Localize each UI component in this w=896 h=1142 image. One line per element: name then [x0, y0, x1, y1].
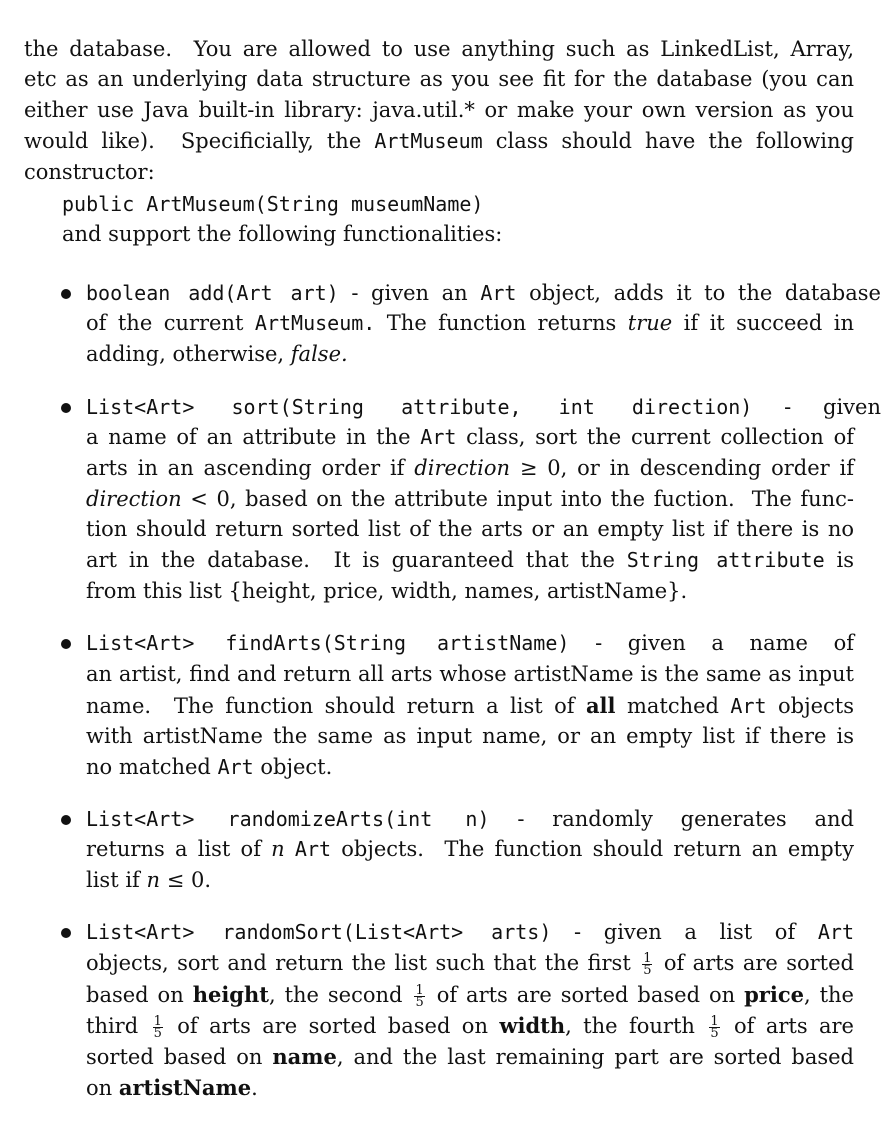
item-randomsort-line-2: objects, sort and return the list such that the first $\frac{1}{5}$ of arts are sorted: [86, 951, 854, 978]
fraction-one-fifth: $\frac{1}{5}$: [710, 1014, 719, 1041]
item-add-line-3: adding, otherwise, false.: [86, 342, 348, 366]
item-sort-line-5: tion should return sorted list of the arts or an empty list if there is no: [86, 517, 854, 541]
bullet-icon: [61, 815, 71, 825]
item-randomsort-line-3: based on height, the second $\frac{1}{5}$ of arts are sorted based on price, the: [86, 982, 854, 1010]
fraction-one-fifth: $\frac{1}{5}$: [415, 983, 424, 1010]
item-randomsort-line-6: on artistName.: [86, 1075, 258, 1100]
item-sort-line-1: List<Art> sort(String attribute, int direction) - given: [86, 395, 881, 419]
item-findarts-line-4: with artistName the same as input name, or an empty list if there is: [86, 724, 854, 748]
bullet-icon: [61, 289, 71, 299]
item-findarts-line-3: name. The function should return a list of all matched Art objects: [86, 693, 854, 718]
item-randomsort-line-5: sorted based on name, and the last remaining part are sorted based: [86, 1044, 855, 1069]
item-randomize-line-1: List<Art> randomizeArts(int n) - randomly generates and: [86, 807, 854, 831]
item-add-line-1: boolean add(Art art) - given an Art object, adds it to the database: [86, 281, 881, 305]
fraction-one-fifth: $\frac{1}{5}$: [153, 1014, 162, 1041]
bullet-icon: [61, 403, 71, 413]
item-sort-line-6: art in the database. It is guaranteed that the String attribute is: [86, 548, 854, 572]
intro-line-3: either use Java built-in library: java.util.* or make your own version as you: [24, 98, 854, 122]
intro-line-7: and support the following functionalities:: [62, 222, 503, 246]
item-sort-line-3: arts in an ascending order if direction ≥ 0, or in descending order if: [86, 456, 854, 480]
item-randomsort-line-1: List<Art> randomSort(List<Art> arts) - given a list of Art: [86, 920, 854, 944]
item-sort-line-7: from this list {height, price, width, names, artistName}.: [86, 579, 688, 603]
bullet-icon: [61, 639, 71, 649]
item-randomize-line-3: list if n ≤ 0.: [86, 868, 212, 892]
intro-line-5: constructor:: [24, 160, 155, 184]
item-randomize-line-2: returns a list of n Art objects. The function should return an empty: [86, 837, 854, 861]
item-findarts-line-5: no matched Art object.: [86, 755, 333, 779]
constructor-signature: public ArtMuseum(String museumName): [62, 192, 484, 216]
item-randomsort-line-4: third $\frac{1}{5}$ of arts are sorted based on width, the fourth $\frac{1}{5}$ of arts are: [86, 1013, 854, 1041]
bullet-icon: [61, 928, 71, 938]
item-findarts-line-2: an artist, find and return all arts whose artistName is the same as input: [86, 662, 854, 686]
intro-line-4: would like). Specificially, the ArtMuseum class should have the following: [24, 129, 854, 153]
intro-line-2: etc as an underlying data structure as you see fit for the database (you can: [24, 67, 854, 91]
item-findarts-line-1: List<Art> findArts(String artistName) - given a name of: [86, 631, 854, 655]
fraction-one-fifth: $\frac{1}{5}$: [643, 951, 652, 978]
item-sort-line-4: direction < 0, based on the attribute input into the fuction. The func-: [86, 487, 854, 511]
item-add-line-2: of the current ArtMuseum. The function returns true if it succeed in: [86, 311, 854, 335]
intro-line-1: the database. You are allowed to use anything such as LinkedList, Array,: [24, 37, 854, 61]
item-sort-line-2: a name of an attribute in the Art class, sort the current collection of: [86, 425, 854, 449]
